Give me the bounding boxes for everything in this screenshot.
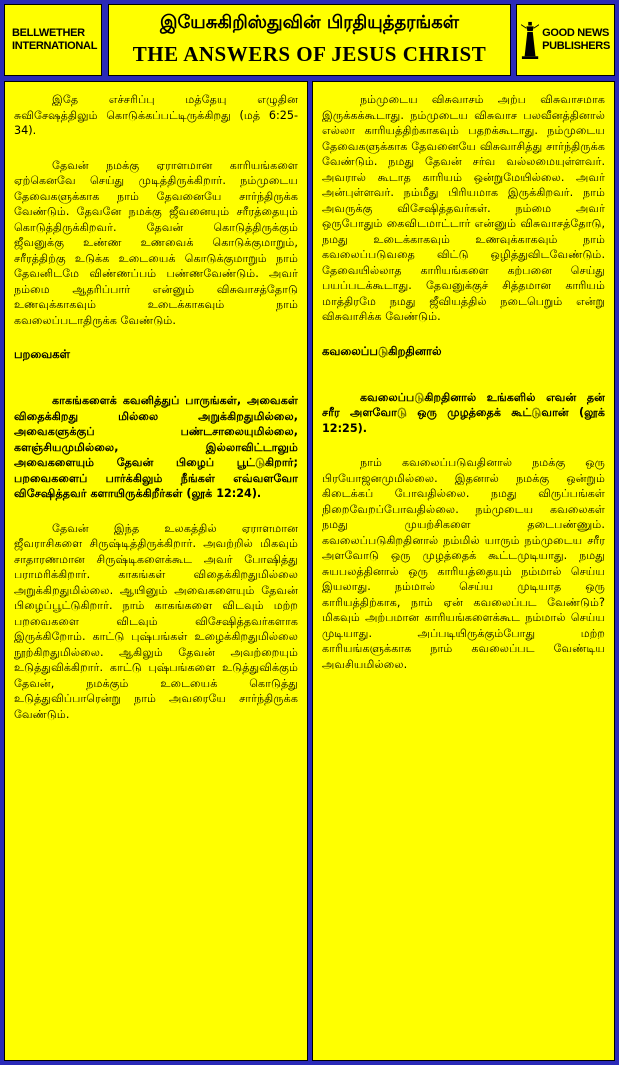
right-paragraph-1: நம்முடைய விசுவாசம் அற்ப விசுவாசமாக இருக்கக்கூடாது. நம்முடைய விசுவாச பலவீனத்தினால் எல்லா காரியத்திற்காகவும் பதறக்கூடாது. நம்முடைய தேவைகளுக்காக தேவனையே விசுவாசித்து சார்ந்திருக்க வேண்டும். நமது தேவன் சர்வ வல்லமையுள்ளவர். அவரால் கூடாத காரியம் ஒன்றுமேயில்லை. அவர் அன்புள்ளவர். நம்மீது பிரியமாக இருக்கிறவர். நாம் அவருக்கு விசேஷித்தவர்கள். நம்மை அவர் ஒருபோதும் கைவிடமாட்டார் என்னும் விசுவாசத்தோடு, நமது உடைக்காகவும் உணவுக்காகவும் நாம் கவலைப்படுவதை விட்டு ஒழித்துவிடவேண்டும். தேவையில்லாத காரியங்களை கற்பனை செய்து பயப்படக்கூடாது. தேவனுக்குச் சித்தமான காரியம் மாத்திரமே நமது ஜீவியத்தில் நடைபெறும் என்று விசுவாசிக்க வேண்டும். [322,93,605,323]
good-news-logo [516,4,615,76]
title-box [108,4,511,76]
left-logo-line-1: BELLWETHER [12,27,85,39]
english-title: THE ANSWERS OF JESUS CHRIST [132,42,487,66]
scripture-quote-luke-12-24: காகங்களைக் கவனித்துப் பாருங்கள், அவைகள் விதைக்கிறது மில்லை அறுக்கிறதுமில்லை, அவைகளுக்குப் பண்டசாலையுமில்லை, களஞ்சியமுமில்லை, இல்லாவிட்டாலும் அவைகளையும் தேவன் பிழைப் பூட்டுகிறார்; பறவைகளைப் பார்க்கிலும் நீங்கள் எவ்வளவோ விசேஷித்தவர் களாயிருக்கிறீர்கள் (லூக் 12:24). [14,394,298,500]
section-heading-worrying: கவலைப்படுகிறதினால் [322,343,442,358]
right-paragraph-2: நாம் கவலைப்படுவதினால் நமக்கு ஒரு பிரயோஜனமுமில்லை. இதனால் நமக்கு ஒன்றும் கிடைக்கப் போவதில்லை. நமது விருப்பங்கள் நிறைவேறப்போவதில்லை. நம்முடைய கவலைகள் நமது முயற்சிகளை தடைபண்ணும். கவலைப்படுகிறதினால் நம்மில் யாரும் நம்முடைய சரீர அளவோடு ஒரு முழத்தைக் கூட்டமுடியாது. நமது சுயபலத்தினால் ஒரு காரியத்தையும் நம்மால் செய்ய இயலாது. நம்மால் செய்ய முடியாத ஒரு காரியத்திற்காக, நாம் ஏன் கவலைப்பட வேண்டும்? மிகவும் அற்பமான காரியங்களைக்கூட நம்மால் செய்ய முடியாது. அப்படியிருக்கும்போது மற்ற காரியங்களுக்காக நாம் கவலைப்பட வேண்டிய அவசியமில்லை. [322,456,605,671]
bellwether-logo [4,4,102,76]
left-column [4,81,308,1061]
section-heading-birds: பறவைகள் [14,347,71,361]
right-logo-line-2: PUBLISHERS [542,40,610,52]
left-logo-line-2: INTERNATIONAL [12,40,98,52]
left-paragraph-3: தேவன் இந்த உலகத்தில் ஏராளமான ஜீவராசிகளை சிருஷ்டித்திருக்கிறார். அவற்றில் மிகவும் சாதாரணமான சிருஷ்டிகளைக்கூட அவர் போஷித்து பராமரிக்கிறார். காகங்கள் விதைக்கிறதுமில்லை அறுக்கிறதுமில்லை. ஆயினும் அவைகளையும் தேவன் பிழைப்பூட்டுகிறார். நாம் காகங்களை விடவும் மற்ற பறவைகளை விடவும் விசேஷித்தவர்களாக இருக்கிறோம். காட்டு புஷ்பங்கள் உழைக்கிறதுமில்லை நூற்கிறதுமில்லை. ஆகிலும் தேவன் அவற்றையும் உடுத்துவிக்கிறார். காட்டு புஷ்பங்களை உடுத்துவிக்கும் தேவன், நமக்கும் உடையைக் கொடுத்து உடுத்துவிப்பாரென்று நாம் அவரையே சார்ந்திருக்க வேண்டும். [14,521,298,721]
scripture-quote-luke-12-25: கவலைப்படுகிறதினால் உங்களில் எவன் தன் சரீர அளவோடு ஒரு முழத்தைக் கூட்டுவான் (லூக் 12:25). [322,390,605,435]
lighthouse-icon [521,18,539,62]
left-paragraph-2: தேவன் நமக்கு ஏராளமான காரியங்களை ஏற்கெனவே செய்து முடித்திருக்கிறார். நம்முடைய தேவைகளுக்காக நாம் தேவனையே சார்ந்திருக்க வேண்டும். தேவனே நமக்கு ஜீவனையும் சரீரத்தையும் கொடுத்திருக்கிறவர். தேவன் கொடுத்திருக்கும் ஜீவனுக்கு உண்ண உணவைக் கொடுக்குமாறும், சரீரத்திற்கு உடுக்க உடையைக் கொடுக்குமாறும் நாம் தேவனிடமே விண்ணப்பம் பண்ணவேண்டும். அவர் நம்மை ஆதரிப்பார் என்னும் விசுவாசத்தோடு உணவுக்காகவும் உடைக்காகவும் நாம் கவலைப்படாதிருக்க வேண்டும். [14,158,298,327]
right-column [312,81,615,1061]
tamil-title: இயேசுகிறிஸ்துவின் பிரதியுத்தரங்கள் [159,12,459,33]
left-paragraph-1: இதே எச்சரிப்பு மத்தேயு எழுதின சுவிசேஷத்திலும் கொடுக்கப்பட்டிருக்கிறது (மத் 6:25-34). [14,93,298,137]
right-logo-line-1: GOOD NEWS [542,27,610,39]
